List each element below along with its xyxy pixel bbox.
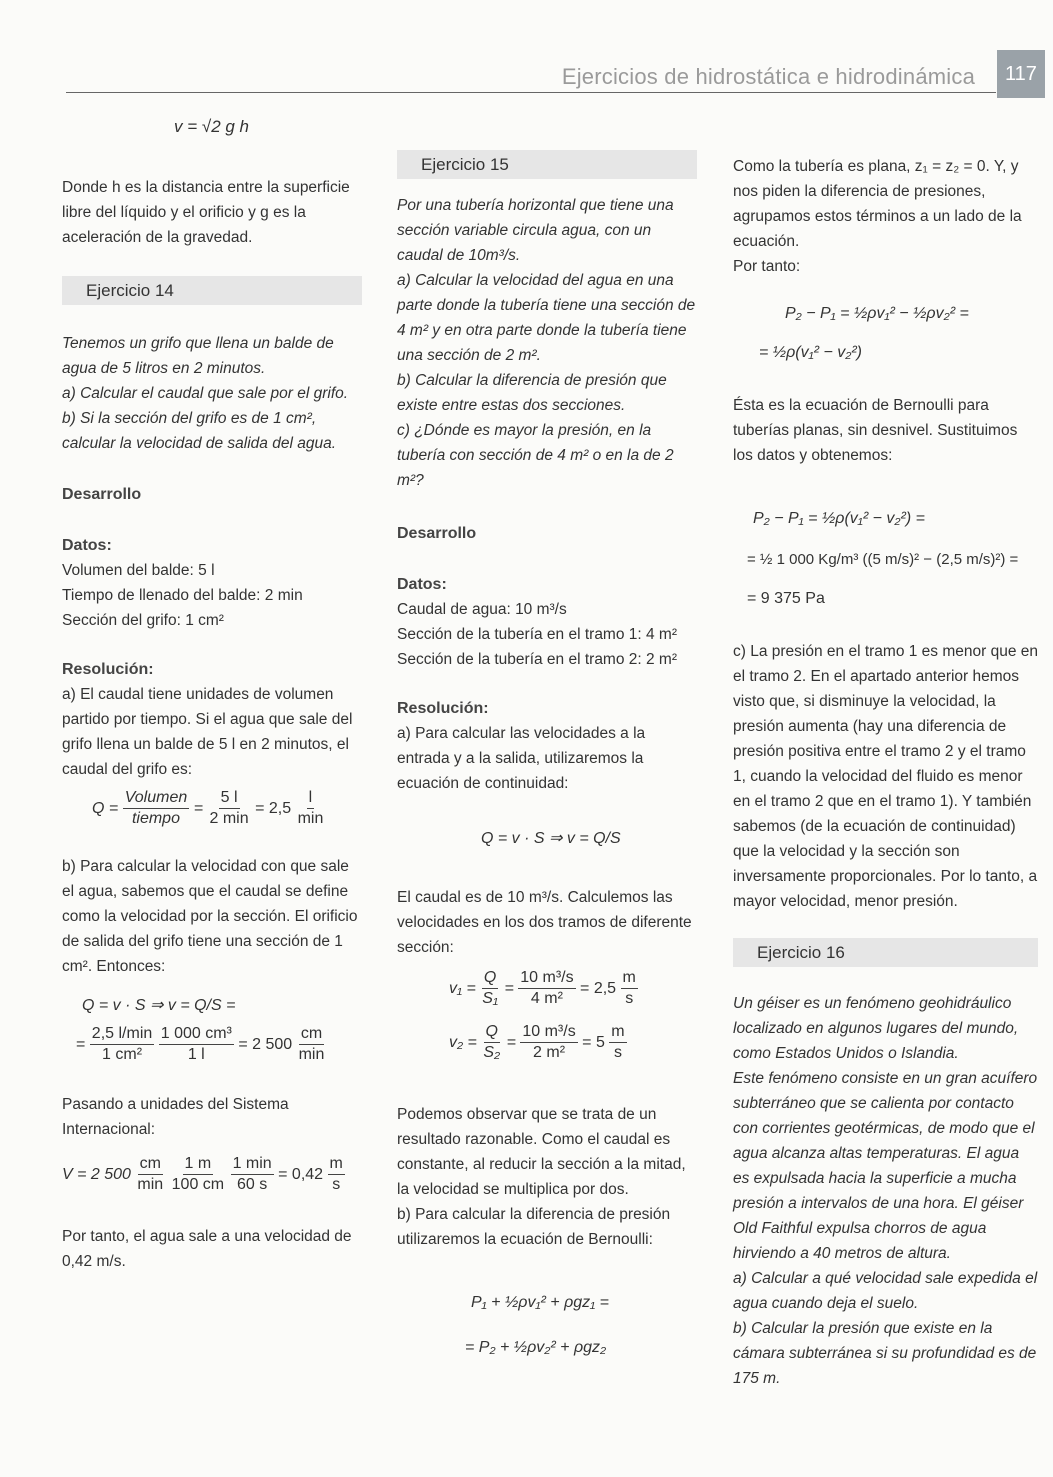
exercise-16-statement-1: Un géiser es un fenómeno geohidráulico localizado en algunos lugares del mundo, como Estados Unidos o Islandia. — [733, 995, 1019, 1062]
dato-seccion-tramo-1: Sección de la tubería en el tramo 1: 4 m² — [397, 626, 678, 643]
page-number: 117 — [997, 50, 1045, 98]
resolution-15-part-c: c) La presión en el tramo 1 es menor que en el tramo 2. En el apartado anterior hemos visto que, si disminuye la velocidad, la presión aumenta (hay una diferencia de presión positiva entre el tramo 2 y el tramo 1, cuando la velocidad del fluido es menor en el tramo 2 que en el tramo 1). Y también sabemos (de la ecuación de continuidad) que la velocidad y la sección son inversamente proporcionales. Por lo tanto, a mayor velocidad, menor presión. — [733, 643, 1039, 910]
resolucion-heading-2: Resolución: — [397, 700, 489, 717]
column-2 — [397, 100, 697, 1360]
paragraph-sistema-internacional: Pasando a unidades del Sistema Internacional: — [62, 1096, 289, 1138]
resolution-15-part-a: a) Para calcular las velocidades a la entrada y a la salida, utilizaremos la ecuación de continuidad: — [397, 725, 646, 792]
paragraph-conclusion: Por tanto, el agua sale a una velocidad de 0,42 m/s. — [62, 1228, 352, 1270]
exercise-16-part-a: a) Calcular a qué velocidad sale expedida el agua cuando deja el suelo. — [733, 1270, 1038, 1312]
datos-heading: Datos: — [62, 537, 112, 554]
exercise-15-statement: Por una tubería horizontal que tiene una sección variable circula agua, con un caudal de 10m³/s. — [397, 197, 674, 264]
exercise-14-heading: Ejercicio 14 — [62, 276, 362, 305]
exercise-14-part-b: b) Si la sección del grifo es de 1 cm², calcular la velocidad de salida del agua. — [62, 410, 337, 452]
paragraph-caudal: El caudal es de 10 m³/s. Calculemos las velocidades en los dos tramos de diferente sección: — [397, 889, 692, 956]
paragraph-razonable: Podemos observar que se trata de un resultado razonable. Como el caudal es constante, al reducir la sección a la mitad, la velocidad se multiplica por dos. — [397, 1106, 686, 1198]
equation-presion-2: = ½ρ(v₁² − v₂²) — [759, 344, 862, 361]
equation-caudal: Q = $\frac{\text{Volumen}}{\text{tiempo}}$ = $\frac{5 l}{2 \min}$ = 2,5 $\frac{l}{\min}$ — [92, 789, 324, 827]
equation-bernoulli-2: = P₂ + ½ρv₂² + ρgz₂ — [465, 1339, 607, 1356]
paragraph-tuberia-plana: Como la tubería es plana, z₁ = z₂ = 0. Y, y nos piden la diferencia de presiones, agrupamos estos términos a un lado de la ecuación. — [733, 158, 1022, 250]
exercise-16-statement-2: Este fenómeno consiste en un gran acuífero subterráneo que se calienta por contacto con corrientes geotérmicas, de modo que el agua alcanza altas temperaturas. El agua es expulsada hacia la superficie a mucha presión a intervalos de una hora. El géiser Old Faithful expulsa chorros de agua hirviendo a 40 metros de altura. — [733, 1070, 1038, 1262]
dato-caudal: Caudal de agua: 10 m³/s — [397, 601, 567, 618]
column-1 — [62, 100, 362, 1274]
equation-resultado: = 9 375 Pa — [747, 590, 825, 607]
exercise-15-part-a: a) Calcular la velocidad del agua en una parte donde la tubería tiene una sección de 4 m² y en otra parte donde la tubería tiene una sección de 2 m². — [397, 272, 696, 364]
exercise-16-heading: Ejercicio 16 — [733, 938, 1038, 967]
exercise-14-part-a: a) Calcular el caudal que sale por el grifo. — [62, 385, 349, 402]
dato-seccion-tramo-2: Sección de la tubería en el tramo 2: 2 m² — [397, 651, 678, 668]
resolucion-heading: Resolución: — [62, 661, 154, 678]
column-3 — [733, 100, 1038, 1391]
datos-heading-2: Datos: — [397, 576, 447, 593]
equation-v2: v₂ = $\frac{Q}{\text{S₂}}$ = $\frac{\text{10 m³/s}}{\text{2 m²}}$ = 5 $\frac{m}{s}$ — [449, 1023, 625, 1061]
dato-tiempo: Tiempo de llenado del balde: 2 min — [62, 587, 303, 604]
exercise-15-part-b: b) Calcular la diferencia de presión que existe entre estas dos secciones. — [397, 372, 667, 414]
equation-sustitucion-1: P₂ − P₁ = ½ρ(v₁² − v₂²) = — [753, 510, 925, 527]
dato-seccion: Sección del grifo: 1 cm² — [62, 612, 224, 629]
exercise-15-heading: Ejercicio 15 — [397, 150, 697, 179]
exercise-14-statement: Tenemos un grifo que llena un balde de agua de 5 litros en 2 minutos. — [62, 335, 334, 377]
equation-v1: v₁ = $\frac{Q}{\text{S₁}}$ = $\frac{\text{10 m³/s}}{\text{4 m²}}$ = 2,5 $\frac{m}{s}$ — [449, 969, 636, 1007]
paragraph-bernoulli: Ésta es la ecuación de Bernoulli para tuberías planas, sin desnivel. Sustituimos los datos y obtenemos: — [733, 397, 1018, 464]
equation-continuidad: Q = v · S ⇒ v = Q/S — [481, 830, 621, 847]
page-header-title: Ejercicios de hidrostática e hidrodinámica — [561, 64, 975, 89]
exercise-16-part-b: b) Calcular la presión que existe en la cámara subterránea si su profundidad es de 175 m. — [733, 1320, 1037, 1387]
desarrollo-heading-2: Desarrollo — [397, 525, 477, 542]
equation-torricelli: v = √2 g h — [174, 117, 250, 136]
paragraph-por-tanto: Por tanto: — [733, 258, 801, 275]
equation-unidades-si: V = 2 500 $\frac{cm}{\min}$ $\frac{1 m}{100 cm}$ $\frac{1 \min}{60 s}$ = 0,42 $\frac{m}{s}$ — [62, 1155, 343, 1193]
resolution-part-b: b) Para calcular la velocidad con que sale el agua, sabemos que el caudal se define como la velocidad por la sección. El orificio de salida del grifo tiene una sección de 1 cm². Entonces: — [62, 858, 358, 975]
equation-sustitucion-2: = ½ 1 000 Kg/m³ ((5 m/s)² − (2,5 m/s)²) = — [747, 551, 1019, 568]
resolution-15-part-b: b) Para calcular la diferencia de presión utilizaremos la ecuación de Bernoulli: — [397, 1206, 671, 1248]
equation-velocidad-2: = $\frac{2,5 l/\min}{\text{1 cm²}}$ $\frac{\text{1 000 cm³}}{1 l}$ = 2 500 $\frac{cm}{\min}$ — [76, 1025, 325, 1063]
equation-bernoulli-1: P₁ + ½ρv₁² + ρgz₁ = — [471, 1294, 609, 1311]
paragraph-intro: Donde h es la distancia entre la superficie libre del líquido y el orificio y g es la aceleración de la gravedad. — [62, 179, 350, 246]
desarrollo-heading: Desarrollo — [62, 486, 142, 503]
exercise-15-part-c: c) ¿Dónde es mayor la presión, en la tubería con sección de 4 m² o en la de 2 m²? — [397, 422, 674, 489]
resolution-part-a: a) El caudal tiene unidades de volumen partido por tiempo. Si el agua que sale del grifo llena un balde de 5 l en 2 minutos, el caudal del grifo es: — [62, 686, 353, 778]
dato-volumen: Volumen del balde: 5 l — [62, 562, 215, 579]
equation-velocidad-1: Q = v · S ⇒ v = Q/S = — [82, 997, 236, 1014]
equation-presion-1: P₂ − P₁ = ½ρv₁² − ½ρv₂² = — [785, 305, 969, 322]
header-rule — [66, 92, 996, 93]
